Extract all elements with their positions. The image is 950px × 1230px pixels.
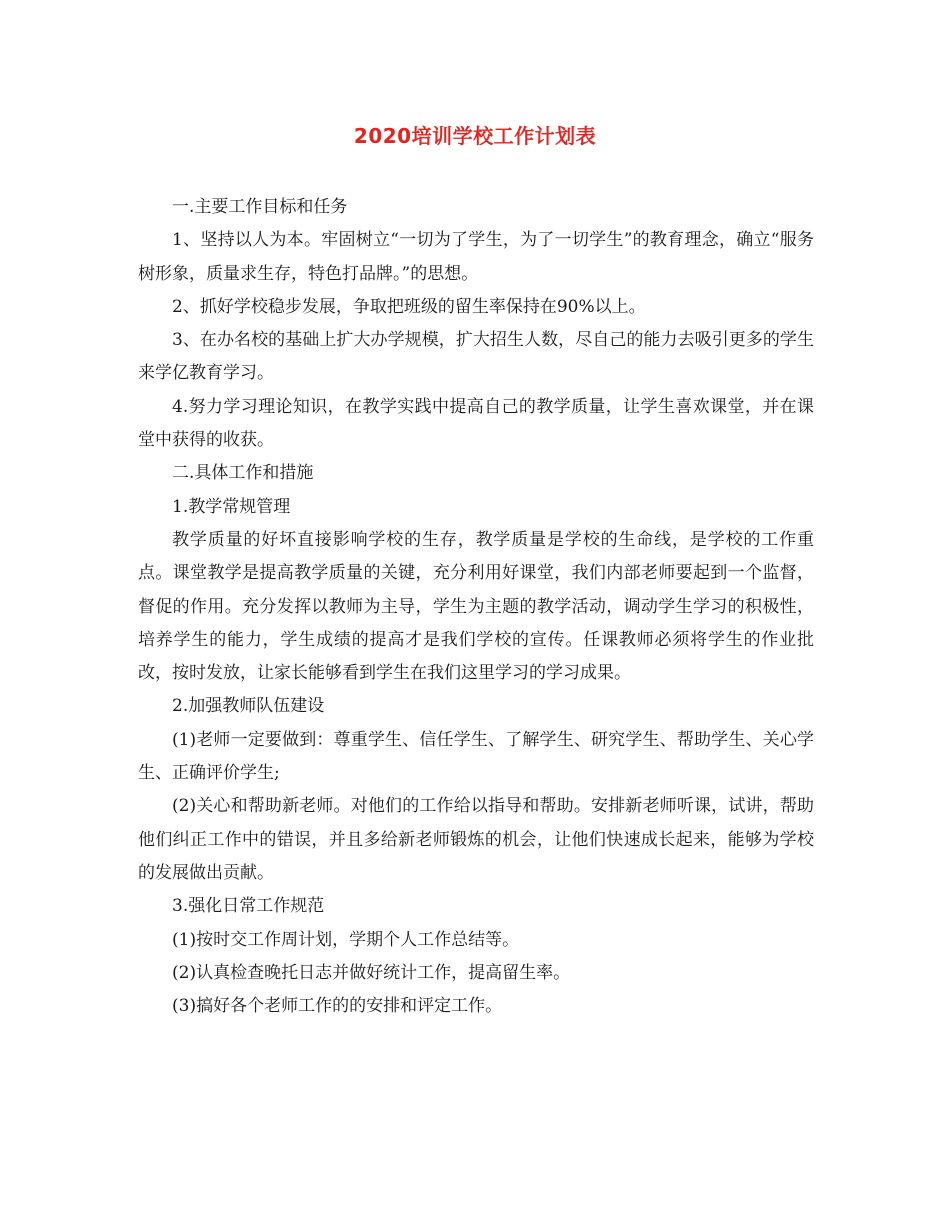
paragraph-daily-work-2: (2)认真检查晚托日志并做好统计工作，提高留生率。	[172, 962, 571, 983]
section-heading-goals: 一.主要工作目标和任务	[172, 197, 348, 217]
paragraph-teaching-management: 教学质量的好坏直接影响学校的生存，教学质量是学校的生命线，是学校的工作重点。课堂教学是提高教学质量的关键，充分利用好课堂，我们内部老师要起到一个监督，督促的作用。充分发挥以教师为主导，学生为主题的教学活动，调动学生学习的积极性，培养学生的能力，学生成绩的提高才是我们学校的宣传。任课教师必须将学生的作业批改，按时发放，让家长能够看到学生在我们这里学习的学习成果。	[138, 529, 814, 684]
paragraph-goal-2: 2、抓好学校稳步发展，争取把班级的留生率保持在90%以上。	[172, 296, 646, 317]
section-heading-measures: 二.具体工作和措施	[172, 463, 314, 484]
subheading-teaching-management: 1.教学常规管理	[172, 496, 291, 517]
paragraph-teacher-team-1: (1)老师一定要做到：尊重学生、信任学生、了解学生、研究学生、帮助学生、关心学生、正确评价学生;	[138, 729, 814, 784]
document-title: 2020培训学校工作计划表	[353, 124, 597, 148]
paragraph-goal-4: 4.努力学习理论知识，在教学实践中提高自己的教学质量，让学生喜欢课堂，并在课堂中获得的收获。	[138, 396, 814, 451]
paragraph-daily-work-1: (1)按时交工作周计划，学期个人工作总结等。	[172, 929, 520, 950]
paragraph-daily-work-3: (3)搞好各个老师工作的的安排和评定工作。	[172, 996, 503, 1017]
paragraph-teacher-team-2: (2)关心和帮助新老师。对他们的工作给以指导和帮助。安排新老师听课，试讲，帮助他们纠正工作中的错误，并且多给新老师锻炼的机会，让他们快速成长起来，能够为学校的发展做出贡献。	[138, 796, 814, 883]
paragraph-goal-1: 1、坚持以人为本。牢固树立“一切为了学生，为了一切学生”的教育理念，确立“服务树形象，质量求生存，特色打品牌。”的思想。	[138, 230, 814, 284]
subheading-teacher-team: 2.加强教师队伍建设	[172, 696, 325, 717]
subheading-daily-work: 3.强化日常工作规范	[172, 896, 325, 917]
document-body	[138, 191, 814, 1023]
paragraph-goal-3: 3、在办名校的基础上扩大办学规模，扩大招生人数，尽自己的能力去吸引更多的学生来学亿教育学习。	[138, 330, 814, 384]
